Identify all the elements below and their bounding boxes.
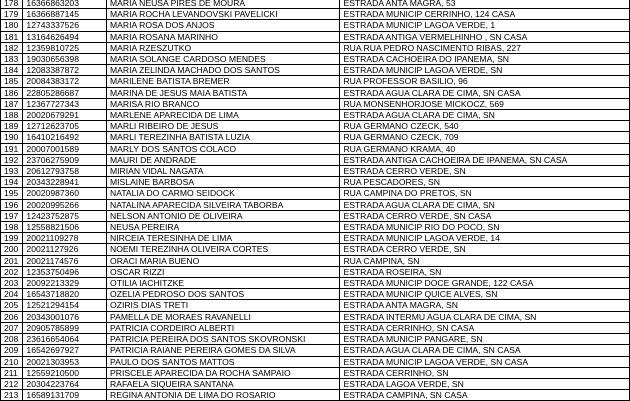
name-cell: MIRIAN VIDAL NAGATA (107, 166, 340, 177)
row-number-cell: 179 (1, 9, 23, 20)
address-cell: ESTRADA MUNICIP CERRINHO, 124 CASA (340, 9, 630, 20)
row-number-cell: 194 (1, 177, 23, 188)
table-row (1, 54, 630, 65)
row-number-cell: 189 (1, 121, 23, 132)
address-cell: ESTRADA MUNICIP RIO DO POCO, SN (340, 222, 630, 233)
table-row (1, 154, 630, 165)
table-row (1, 76, 630, 87)
address-cell: ESTRADA CERRINHO, SN CASA (340, 322, 630, 333)
name-cell: PAMELLA DE MORAES RAVANELLI (107, 311, 340, 322)
table-row (1, 199, 630, 210)
code-cell: 16366863203 (23, 0, 107, 9)
row-number-cell: 206 (1, 311, 23, 322)
address-cell: ESTRADA MUNICIP LAGOA VERDE, 14 (340, 233, 630, 244)
row-number-cell: 192 (1, 154, 23, 165)
row-number-cell: 200 (1, 244, 23, 255)
table-row (1, 322, 630, 333)
name-cell: RAFAELA SIQUEIRA SANTANA (107, 378, 340, 389)
code-cell: 20343228941 (23, 177, 107, 188)
address-cell: ESTRADA ANTA MAGRA, SN (340, 300, 630, 311)
table-row (1, 166, 630, 177)
address-cell: ESTRADA LAGOA VERDE, SN (340, 378, 630, 389)
code-cell: 12083387872 (23, 65, 107, 76)
row-number-cell: 193 (1, 166, 23, 177)
name-cell: MARIA ROSA DOS ANJOS (107, 20, 340, 31)
code-cell: 23706275909 (23, 154, 107, 165)
code-cell: 20092213329 (23, 278, 107, 289)
address-cell: ESTRADA AGUA CLARA DE CIMA, SN CASA (340, 345, 630, 356)
table-row (1, 255, 630, 266)
table-row (1, 390, 630, 401)
address-cell: RUA PROFESSOR BASILIO, 96 (340, 76, 630, 87)
code-cell: 16543718820 (23, 289, 107, 300)
row-number-cell: 213 (1, 390, 23, 401)
row-number-cell: 186 (1, 87, 23, 98)
address-cell: ESTRADA ANTIGA VERMELHINHO , SN CASA (340, 31, 630, 42)
name-cell: PATRICIA RAIANE PEREIRA GOMES DA SILVA (107, 345, 340, 356)
address-cell: RUA GERMANO CZECK, 709 (340, 132, 630, 143)
records-table-body (1, 0, 630, 401)
code-cell: 12359810725 (23, 42, 107, 53)
table-row (1, 98, 630, 109)
row-number-cell: 181 (1, 31, 23, 42)
name-cell: PAULO DOS SANTOS MATTOS (107, 356, 340, 367)
row-number-cell: 208 (1, 334, 23, 345)
name-cell: MARIA ROSANA MARINHO (107, 31, 340, 42)
code-cell: 20905785899 (23, 322, 107, 333)
row-number-cell: 182 (1, 42, 23, 53)
address-cell: ESTRADA MUNICIP PANGARE, SN (340, 334, 630, 345)
name-cell: NATALIA DO CARMO SEIDOCK (107, 188, 340, 199)
name-cell: OZIRIS DIAS TRETI (107, 300, 340, 311)
table-row (1, 65, 630, 76)
table-row (1, 222, 630, 233)
code-cell: 20020995266 (23, 199, 107, 210)
row-number-cell: 201 (1, 255, 23, 266)
name-cell: MARIA RZESZUTKO (107, 42, 340, 53)
address-cell: ESTRADA MUNICIP LAGOA VERDE, 1 (340, 20, 630, 31)
table-row (1, 233, 630, 244)
name-cell: OSCAR RIZZI (107, 266, 340, 277)
row-number-cell: 207 (1, 322, 23, 333)
code-cell: 20021174576 (23, 255, 107, 266)
address-cell: RUA PESCADORES, SN (340, 177, 630, 188)
code-cell: 20084383172 (23, 76, 107, 87)
name-cell: MARLI RIBEIRO DE JESUS (107, 121, 340, 132)
row-number-cell: 184 (1, 65, 23, 76)
code-cell: 16366887145 (23, 9, 107, 20)
address-cell: ESTRADA CERRO VERDE, SN (340, 166, 630, 177)
address-cell: ESTRADA ANTA MAGRA, 53 (340, 0, 630, 9)
table-row (1, 367, 630, 378)
table-row (1, 42, 630, 53)
name-cell: MARLI TEREZINHA BATISTA LUZIA (107, 132, 340, 143)
row-number-cell: 198 (1, 222, 23, 233)
code-cell: 16410216492 (23, 132, 107, 143)
table-row (1, 31, 630, 42)
code-cell: 20021109278 (23, 233, 107, 244)
row-number-cell: 202 (1, 266, 23, 277)
name-cell: REGINA ANTONIA DE LIMA DO ROSARIO (107, 390, 340, 401)
table-row (1, 188, 630, 199)
code-cell: 20021303953 (23, 356, 107, 367)
table-row (1, 87, 630, 98)
code-cell: 20020987360 (23, 188, 107, 199)
code-cell: 16589131709 (23, 390, 107, 401)
code-cell: 13164626494 (23, 31, 107, 42)
row-number-cell: 212 (1, 378, 23, 389)
row-number-cell: 178 (1, 0, 23, 9)
address-cell: ESTRADA ANTIGA CACHOEIRA DE IPANEMA, SN CASA (340, 154, 630, 165)
name-cell: MISLAINE BARBOSA (107, 177, 340, 188)
name-cell: NOEMI TEREZINHA OLIVEIRA CORTES (107, 244, 340, 255)
table-row (1, 9, 630, 20)
code-cell: 16542697927 (23, 345, 107, 356)
code-cell: 20020679291 (23, 110, 107, 121)
table-row (1, 378, 630, 389)
table-row (1, 266, 630, 277)
row-number-cell: 185 (1, 76, 23, 87)
row-number-cell: 209 (1, 345, 23, 356)
name-cell: ORACI MARIA BUENO (107, 255, 340, 266)
name-cell: PATRICIA PEREIRA DOS SANTOS SKOVRONSKI (107, 334, 340, 345)
code-cell: 12559210500 (23, 367, 107, 378)
row-number-cell: 190 (1, 132, 23, 143)
row-number-cell: 196 (1, 199, 23, 210)
table-row (1, 20, 630, 31)
table-row (1, 278, 630, 289)
address-cell: ESTRADA AGUA CLARA DE CIMA, SN CASA (340, 87, 630, 98)
table-row (1, 311, 630, 322)
table-row (1, 345, 630, 356)
row-number-cell: 203 (1, 278, 23, 289)
code-cell: 12712623705 (23, 121, 107, 132)
address-cell: ESTRADA CERRO VERDE, SN (340, 244, 630, 255)
code-cell: 20007001589 (23, 143, 107, 154)
table-row (1, 289, 630, 300)
row-number-cell: 191 (1, 143, 23, 154)
name-cell: OTILIA IACHITZKE (107, 278, 340, 289)
code-cell: 12743337526 (23, 20, 107, 31)
address-cell: ESTRADA CERRINHO, SN (340, 367, 630, 378)
code-cell: 12353750496 (23, 266, 107, 277)
row-number-cell: 197 (1, 210, 23, 221)
row-number-cell: 188 (1, 110, 23, 121)
table-row (1, 210, 630, 221)
name-cell: MARIA ROCHA LEVANDOVSKI PAVELICKI (107, 9, 340, 20)
address-cell: ESTRADA MUNICIP LAGOA VERDE, SN CASA (340, 356, 630, 367)
table-row (1, 177, 630, 188)
name-cell: NIRCEIA TERESINHA DE LIMA (107, 233, 340, 244)
row-number-cell: 211 (1, 367, 23, 378)
code-cell: 12558821506 (23, 222, 107, 233)
address-cell: RUA CAMPINA, SN (340, 255, 630, 266)
row-number-cell: 205 (1, 300, 23, 311)
name-cell: MARLY DOS SANTOS COLACO (107, 143, 340, 154)
name-cell: NATALINA APARECIDA SILVEIRA TABORBA (107, 199, 340, 210)
address-cell: ESTRADA AGUA CLARA DE CIMA, SN (340, 199, 630, 210)
table-row (1, 121, 630, 132)
address-cell: ESTRADA CACHOEIRA DO IPANEMA, SN (340, 54, 630, 65)
name-cell: MARILENE BATISTA BREMER (107, 76, 340, 87)
row-number-cell: 204 (1, 289, 23, 300)
address-cell: RUA MONSENHORJOSE MICKOCZ, 569 (340, 98, 630, 109)
code-cell: 12423752875 (23, 210, 107, 221)
name-cell: MARLENE APARECIDA DE LIMA (107, 110, 340, 121)
code-cell: 22805286687 (23, 87, 107, 98)
name-cell: NELSON ANTONIO DE OLIVEIRA (107, 210, 340, 221)
address-cell: ESTRADA AGUA CLARA DE CIMA, SN (340, 110, 630, 121)
row-number-cell: 199 (1, 233, 23, 244)
row-number-cell: 183 (1, 54, 23, 65)
table-row (1, 244, 630, 255)
code-cell: 19030656398 (23, 54, 107, 65)
name-cell: MARINA DE JESUS MAIA BATISTA (107, 87, 340, 98)
code-cell: 12521294154 (23, 300, 107, 311)
address-cell: ESTRADA CAMPINA, SN CASA (340, 390, 630, 401)
address-cell: RUA GERMANO CZECK, 540 (340, 121, 630, 132)
name-cell: MARISA RIO BRANCO (107, 98, 340, 109)
address-cell: ESTRADA ROSEIRA, SN (340, 266, 630, 277)
code-cell: 23616654064 (23, 334, 107, 345)
address-cell: RUA GERMANO KRAMA, 40 (340, 143, 630, 154)
code-cell: 20612793758 (23, 166, 107, 177)
table-row (1, 300, 630, 311)
address-cell: ESTRADA MUNICIP LAGOA VERDE, SN (340, 65, 630, 76)
name-cell: MARIA ZELINDA MACHADO DOS SANTOS (107, 65, 340, 76)
name-cell: OZELIA PEDROSO DOS SANTOS (107, 289, 340, 300)
row-number-cell: 195 (1, 188, 23, 199)
table-row (1, 132, 630, 143)
table-row (1, 143, 630, 154)
row-number-cell: 210 (1, 356, 23, 367)
table-row (1, 110, 630, 121)
code-cell: 20021127926 (23, 244, 107, 255)
name-cell: MARIA NEUSA PIRES DE MOURA (107, 0, 340, 9)
row-number-cell: 187 (1, 98, 23, 109)
name-cell: PRISCELE APARECIDA DA ROCHA SAMPAIO (107, 367, 340, 378)
address-cell: ESTRADA INTERMU AGUA CLARA DE CIMA, SN (340, 311, 630, 322)
address-cell: ESTRADA CERRO VERDE, SN CASA (340, 210, 630, 221)
name-cell: PATRICIA CORDEIRO ALBERTI (107, 322, 340, 333)
address-cell: RUA CAMPINA DO PRETOS, SN (340, 188, 630, 199)
address-cell: ESTRADA MUNICIP QUICE ALVES, SN (340, 289, 630, 300)
address-cell: ESTRADA MUNICIP DOCE GRANDE, 122 CASA (340, 278, 630, 289)
table-row (1, 334, 630, 345)
code-cell: 12367727343 (23, 98, 107, 109)
table-row (1, 0, 630, 9)
address-cell: RUA RUA PEDRO NASCIMENTO RIBAS, 227 (340, 42, 630, 53)
name-cell: MAURI DE ANDRADE (107, 154, 340, 165)
table-row (1, 356, 630, 367)
name-cell: MARIA SOLANGE CARDOSO MENDES (107, 54, 340, 65)
row-number-cell: 180 (1, 20, 23, 31)
name-cell: NEUSA PEREIRA (107, 222, 340, 233)
code-cell: 20343001076 (23, 311, 107, 322)
code-cell: 20304223764 (23, 378, 107, 389)
